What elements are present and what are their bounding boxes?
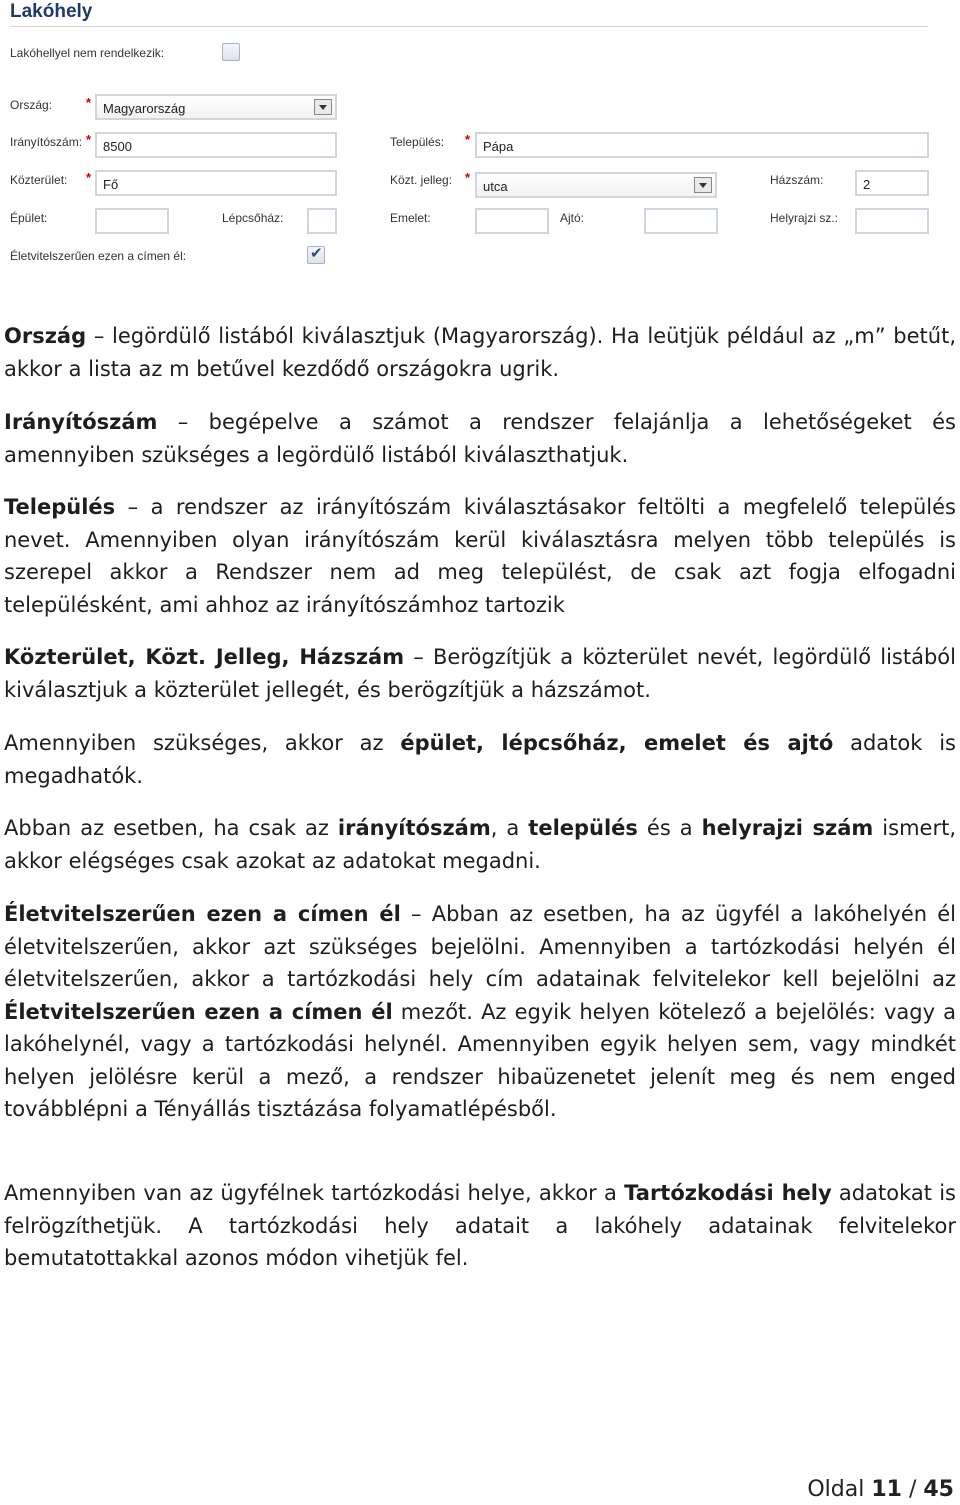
- text: adatokat is felrögzíthetjük. A tartózkodási hely adatait a lakóhely adatainak felvitelekor bemutatottakkal azonos módon vihetjük fel.: [4, 1181, 956, 1270]
- zip-label: Irányítószám:: [10, 135, 83, 149]
- paragraph-temporary-residence: [4, 1177, 956, 1275]
- street-input[interactable]: [95, 170, 337, 196]
- street-type-label: Közt. jelleg:: [390, 173, 453, 187]
- lives-here-checkbox[interactable]: [307, 246, 325, 264]
- text: adatok is megadhatók.: [4, 731, 956, 788]
- settlement-input[interactable]: [475, 132, 929, 158]
- house-no-label: Házszám:: [770, 173, 824, 187]
- term-country: Ország: [4, 324, 87, 348]
- term-settlement: Település: [4, 495, 116, 519]
- total-pages: 45: [923, 1477, 954, 1502]
- text: Amennyiben van az ügyfélnek tartózkodási helye, akkor a: [4, 1181, 625, 1205]
- term-lives-here: Életvitelszerűen ezen a címen él: [4, 999, 393, 1024]
- required-marker: *: [86, 95, 92, 110]
- staircase-label: Lépcsőház:: [222, 211, 284, 225]
- street-type-value: utca: [483, 179, 508, 194]
- text: – legördülő listából kiválasztjuk (Magyarország). Ha leütjük például az „m” betűt, akkor a lista az m betűvel kezdődő országokra ugrik.: [4, 324, 956, 381]
- text: és a: [637, 816, 702, 840]
- text: mezőt. Az egyik helyen kötelező a bejelölés: vagy a lakóhelynél, vagy a tartózkodási helynél. Amennyiben egyik helyen sem, vagy mindkét helyen jelölésre kerül a mező, a rendszer hibaüzenetet jelenít meg és nem enged továbblépni a Tényállás tisztázása folyamatlépésből.: [4, 999, 956, 1121]
- title-divider: [10, 26, 928, 27]
- required-marker: *: [86, 170, 92, 185]
- street-label: Közterület:: [10, 173, 68, 187]
- term-lives-here: Életvitelszerűen ezen a címen él: [4, 902, 401, 926]
- house-no-input[interactable]: [855, 170, 929, 196]
- chevron-down-icon[interactable]: [694, 177, 712, 193]
- paragraph-lives-here: [4, 898, 956, 1126]
- building-label: Épület:: [10, 211, 48, 225]
- house-no-value: 2: [863, 177, 871, 192]
- zip-value: 8500: [103, 139, 132, 154]
- term-zip: Irányítószám: [4, 410, 158, 434]
- required-marker: *: [86, 132, 92, 147]
- paragraph-settlement: [4, 491, 956, 621]
- floor-input[interactable]: [475, 208, 549, 234]
- term-lot-number: helyrajzi szám: [701, 816, 874, 840]
- text: – Berögzítjük a közterület nevét, legördülő listából kiválasztjuk a közterület jellegét, és berögzítjük a házszámot.: [4, 645, 956, 702]
- paragraph-country: [4, 320, 956, 385]
- zip-input[interactable]: [95, 132, 337, 158]
- door-input[interactable]: [644, 208, 718, 234]
- page-number: [807, 1477, 954, 1502]
- text: ismert, akkor elégséges csak azokat az adatokat megadni.: [4, 816, 957, 873]
- residence-form: [0, 0, 960, 290]
- text: – Abban az esetben, ha az ügyfél a lakóhelyén él életvitelszerűen, akkor azt szükséges bejelölni. Amennyiben a tartózkodási helyén él életvitelszerűen, akkor a tartózkodási hely cím adatainak felvitelekor kell bejelölni az: [4, 902, 956, 991]
- page-prefix: Oldal: [807, 1477, 872, 1502]
- text: Abban az esetben, ha csak az: [4, 816, 338, 840]
- paragraph-zip: [4, 406, 956, 471]
- term-optional-fields: épület, lépcsőház, emelet és ajtó: [400, 731, 834, 755]
- chevron-down-icon[interactable]: [314, 99, 332, 115]
- required-marker: *: [465, 132, 471, 147]
- paragraph-minimal-fields: [4, 812, 956, 877]
- page-separator: /: [901, 1477, 924, 1502]
- paragraph-street: [4, 641, 956, 706]
- country-label: Ország:: [10, 98, 53, 112]
- country-value: Magyarország: [103, 101, 186, 116]
- lives-here-label: Életvitelszerűen ezen a címen él:: [10, 249, 187, 263]
- staircase-input[interactable]: [307, 208, 337, 234]
- settlement-label: Település:: [390, 135, 445, 149]
- current-page: 11: [871, 1477, 902, 1502]
- term-temporary-residence: Tartózkodási hely: [624, 1181, 832, 1205]
- no-residence-checkbox[interactable]: [222, 43, 240, 61]
- door-label: Ajtó:: [560, 211, 585, 225]
- form-title: Lakóhely: [10, 1, 93, 22]
- text: Amennyiben szükséges, akkor az: [4, 731, 401, 755]
- street-type-select[interactable]: [475, 172, 717, 198]
- text: , a: [490, 816, 529, 840]
- settlement-value: Pápa: [483, 139, 514, 154]
- text: – begépelve a számot a rendszer felajánlja a lehetőségeket és amennyiben szükséges a legördülő listából kiválaszthatjuk.: [4, 410, 956, 467]
- building-input[interactable]: [95, 208, 169, 234]
- term-settlement: település: [528, 816, 638, 840]
- term-street: Közterület, Közt. Jelleg, Házszám: [4, 645, 405, 669]
- lot-no-input[interactable]: [855, 208, 929, 234]
- lot-no-label: Helyrajzi sz.:: [770, 211, 839, 225]
- street-value: Fő: [103, 177, 119, 192]
- text: – a rendszer az irányítószám kiválasztásakor feltölti a megfelelő település nevet. Amennyiben olyan irányítószám kerül kiválasztásra melyen több település is szerepel akkor a Rendszer nem ad meg települést, de csak azt fogja elfogadni településként, ami ahhoz az irányítószámhoz tartozik: [4, 495, 956, 617]
- checkmark-icon: ✔: [310, 245, 323, 262]
- required-marker: *: [465, 170, 471, 185]
- paragraph-optional-fields: [4, 727, 956, 792]
- term-zip: irányítószám: [337, 816, 491, 840]
- no-residence-label: Lakóhellyel nem rendelkezik:: [10, 46, 165, 60]
- country-select[interactable]: [95, 94, 337, 120]
- floor-label: Emelet:: [390, 211, 431, 225]
